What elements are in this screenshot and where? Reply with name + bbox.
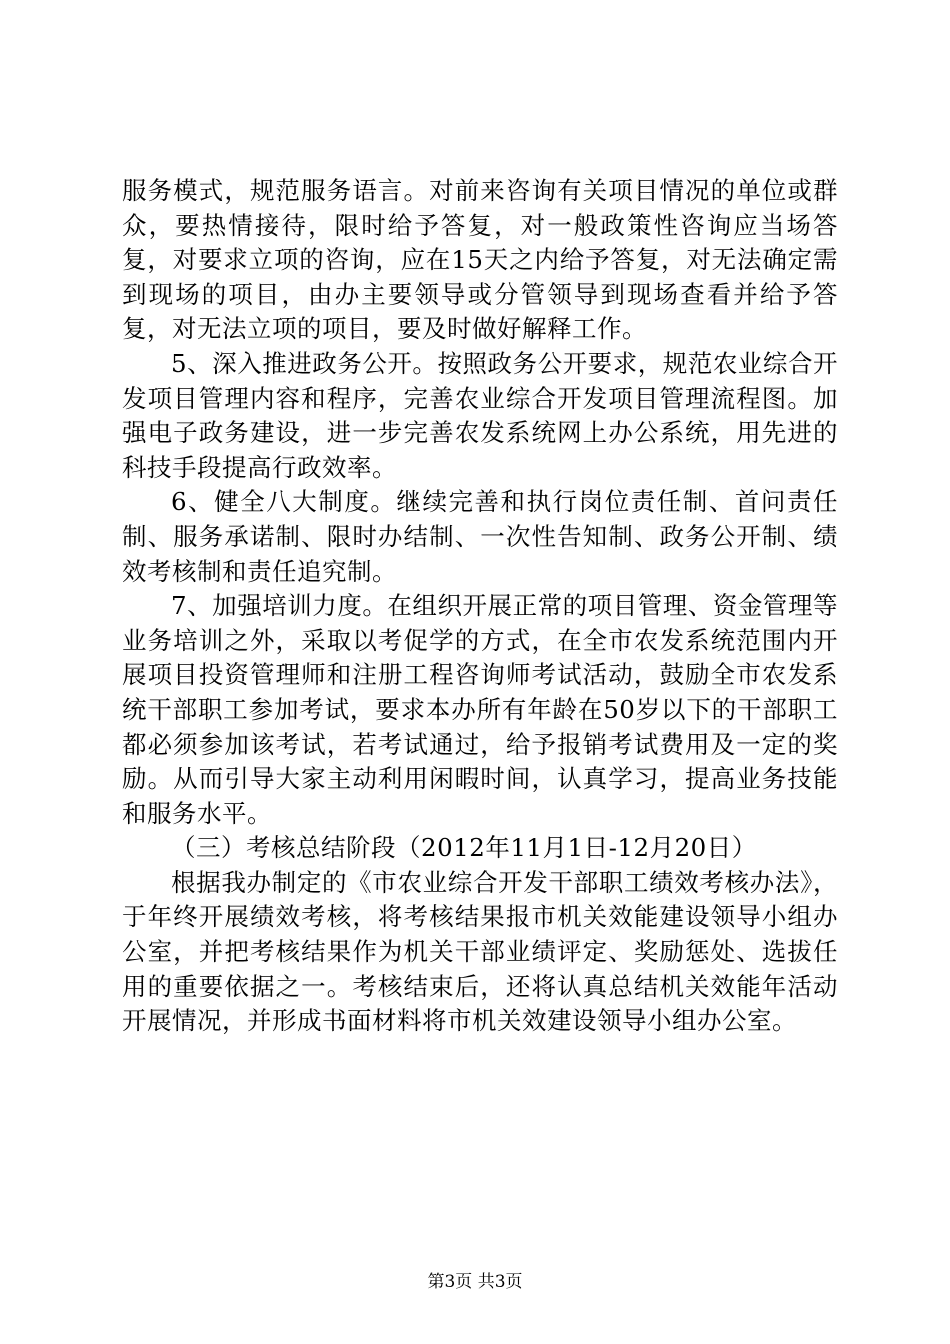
section-heading-stage-3: （三）考核总结阶段（2012年11月1日-12月20日） bbox=[171, 833, 757, 863]
paragraph-item-7-training: 7、加强培训力度。在组织开展正常的项目管理、资金管理等业务培训之外，采取以考促学的方式，在全市农发系统范围内开展项目投资管理师和注册工程咨询师考试活动，鼓励全市农发系统干部职工参加考试，要求本办所有年龄在50岁以下的干部职工都必须参加该考试，若考试通过，给予报销考试费用及一定的奖励。从而引导大家主动利用闲暇时间，认真学习，提高业务技能和服务水平。 bbox=[122, 591, 838, 828]
page-number: 第3页 共3页 bbox=[427, 1272, 523, 1292]
paragraph-item-6-eight-systems: 6、健全八大制度。继续完善和执行岗位责任制、首问责任制、服务承诺制、限时办结制、一次性告知制、政务公开制、绩效考核制和责任追究制。 bbox=[122, 487, 838, 586]
page-footer bbox=[0, 1271, 950, 1293]
paragraph-item-5-government-affairs: 5、深入推进政务公开。按照政务公开要求，规范农业综合开发项目管理内容和程序，完善农业综合开发项目管理流程图。加强电子政务建设，进一步完善农发系统网上办公系统，用先进的科技手段提高行政效率。 bbox=[122, 348, 838, 482]
paragraph-service-mode: 服务模式，规范服务语言。对前来咨询有关项目情况的单位或群众，要热情接待，限时给予答复，对一般政策性咨询应当场答复，对要求立项的咨询，应在15天之内给予答复，对无法确定需到现场的项目，由办主要领导或分管领导到现场查看并给予答复，对无法立项的项目，要及时做好解释工作。 bbox=[122, 176, 838, 344]
document-body bbox=[122, 174, 838, 1039]
paragraph-stage-3-body: 根据我办制定的《市农业综合开发干部职工绩效考核办法》，于年终开展绩效考核，将考核结果报市机关效能建设领导小组办公室，并把考核结果作为机关干部业绩评定、奖励惩处、选拔任用的重要依据之一。考核结束后，还将认真总结机关效能年活动开展情况，并形成书面材料将市机关效建设领导小组办公室。 bbox=[122, 867, 838, 1036]
